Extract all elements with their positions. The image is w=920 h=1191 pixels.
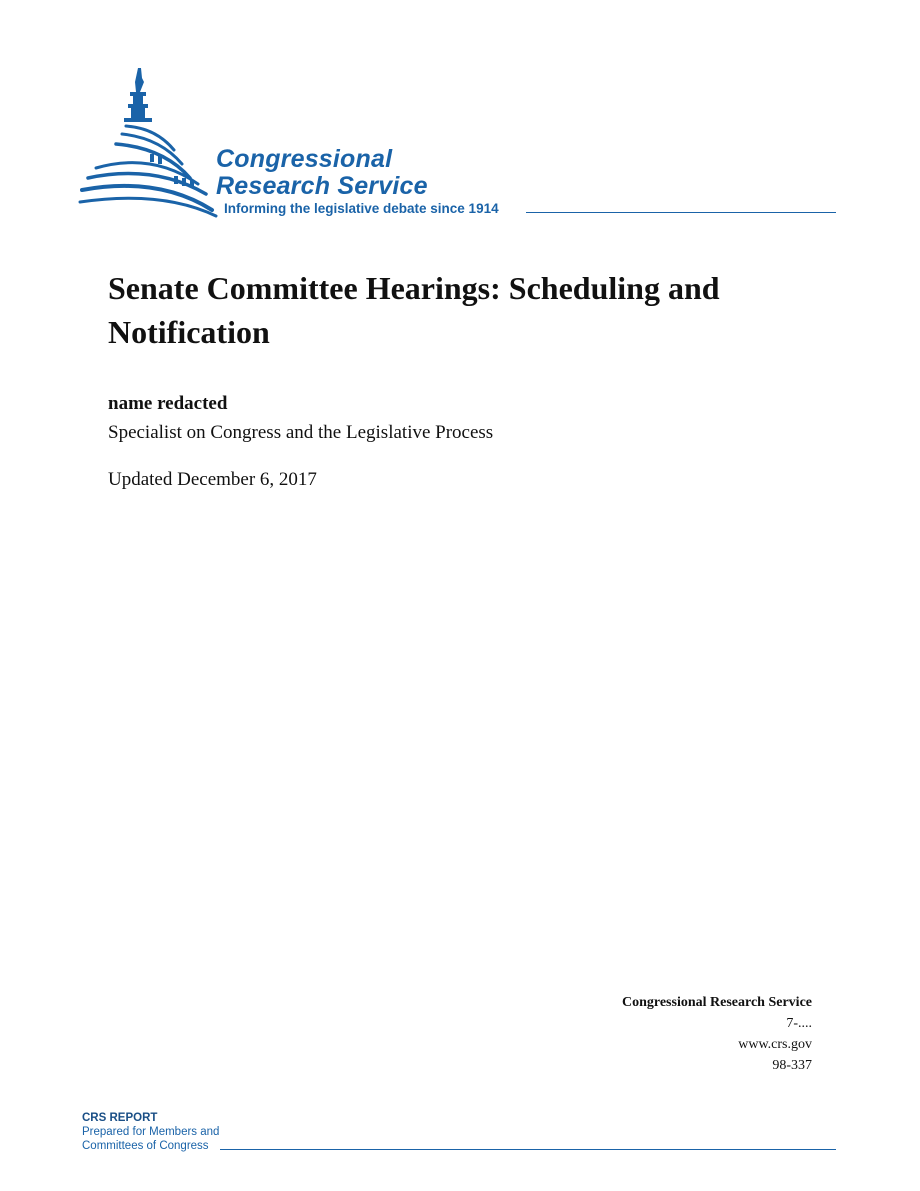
author-role: Specialist on Congress and the Legislative Process	[108, 422, 494, 443]
logo-tagline: Informing the legislative debate since 1914	[224, 201, 499, 216]
logo-name-line2: Research Service	[216, 172, 428, 200]
logo-name-line1: Congressional	[216, 145, 393, 173]
footer-line1: Prepared for Members and	[82, 1126, 220, 1138]
info-report-number: 98-337	[772, 1058, 812, 1073]
author-name: name redacted	[108, 393, 228, 414]
footer-label: CRS REPORT	[82, 1112, 158, 1124]
crs-logo	[78, 64, 838, 224]
updated-date: Updated December 6, 2017	[108, 469, 317, 490]
footer-rule	[220, 1149, 836, 1150]
report-info-block	[622, 992, 812, 1076]
info-code: 7-....	[786, 1016, 812, 1031]
logo-rule	[526, 212, 836, 213]
report-title: Senate Committee Hearings: Scheduling and Notification	[108, 270, 720, 350]
info-organization: Congressional Research Service	[621, 995, 812, 1010]
info-website: www.crs.gov	[738, 1037, 812, 1052]
footer-line2: Committees of Congress	[82, 1140, 209, 1152]
capitol-dome-icon	[78, 64, 218, 224]
crs-report-footer	[82, 1111, 219, 1153]
logo-wordmark	[216, 146, 428, 200]
